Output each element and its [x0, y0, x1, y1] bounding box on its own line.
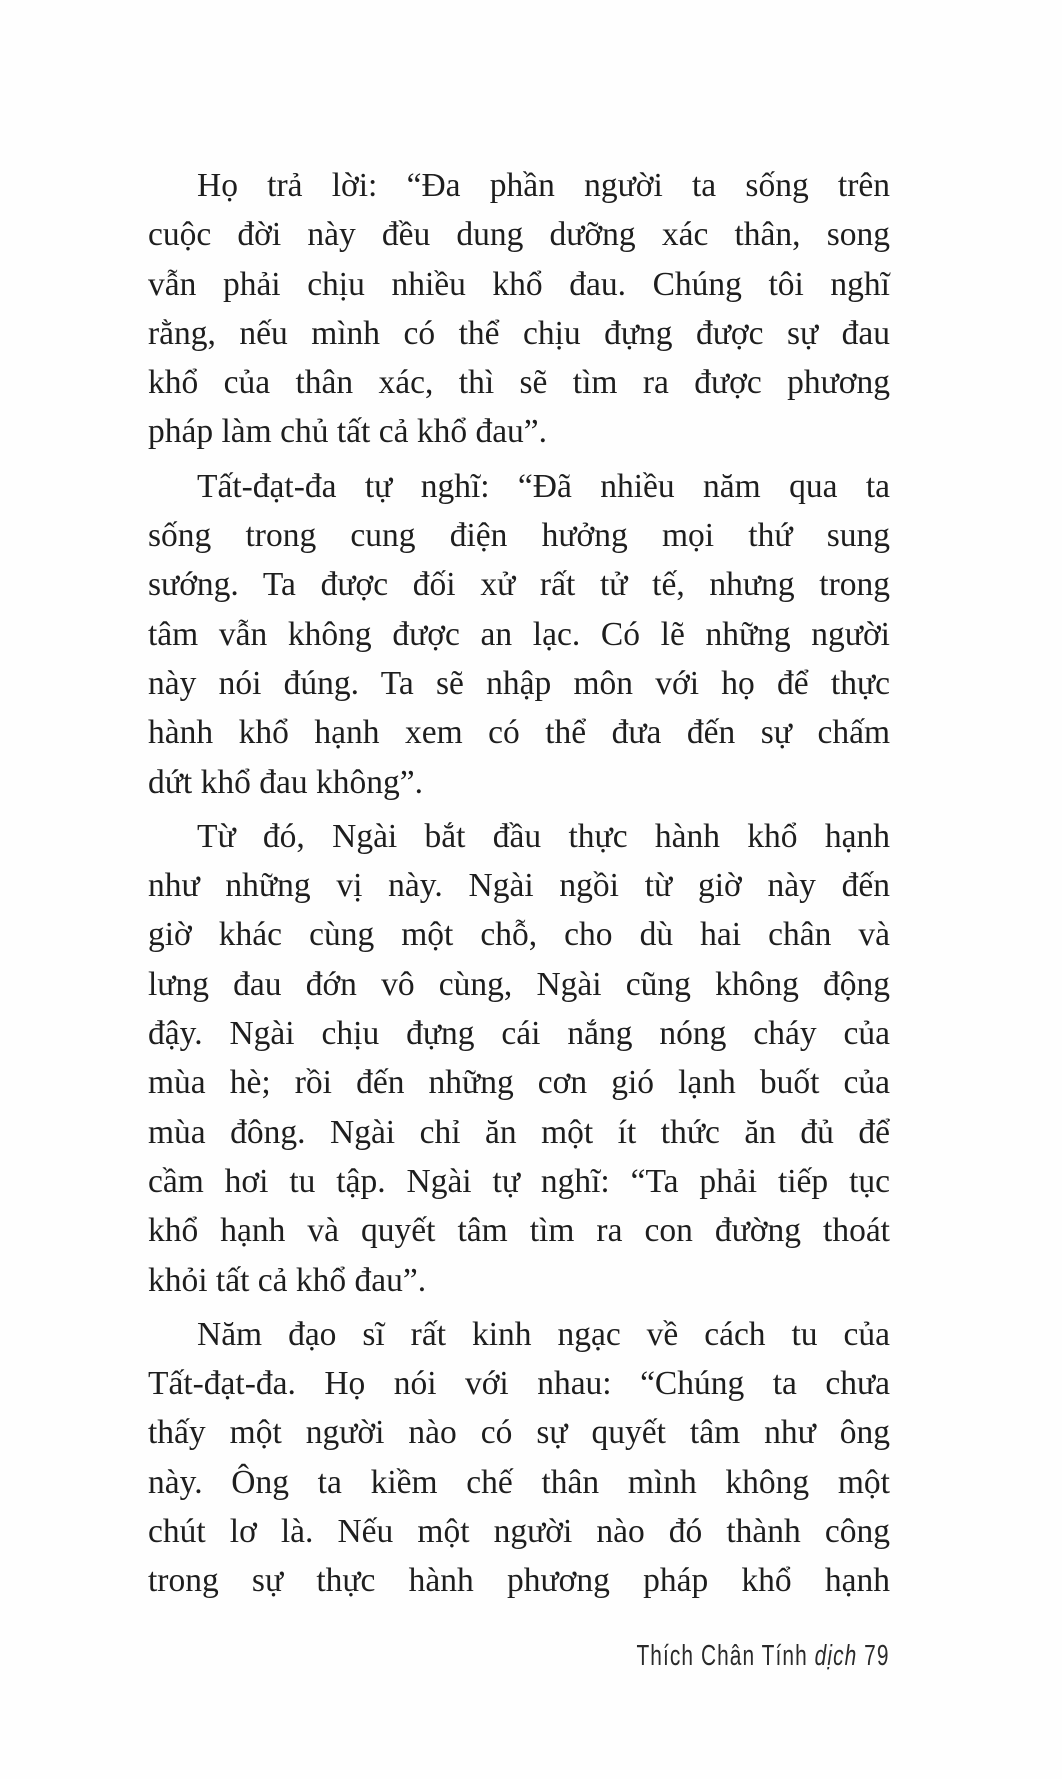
translator-role: dịch — [815, 1640, 858, 1672]
paragraph — [148, 1310, 890, 1606]
text-line: này. Ông ta kiềm chế thân mình không một — [148, 1463, 890, 1501]
text-line: cuộc đời này đều dung dưỡng xác thân, song — [148, 216, 890, 254]
text-line: này nói đúng. Ta sẽ nhập môn với họ để thực — [148, 664, 890, 702]
text-line: sướng. Ta được đối xử rất tử tế, nhưng trong — [148, 566, 890, 604]
text-line: Năm đạo sĩ rất kinh ngạc về cách tu của — [197, 1315, 890, 1353]
text-line: khổ của thân xác, thì sẽ tìm ra được phương — [148, 364, 890, 402]
page-number: 79 — [864, 1640, 890, 1672]
translator-name: Thích Chân Tính — [636, 1640, 809, 1672]
paragraph — [148, 161, 890, 457]
text-line: lưng đau đớn vô cùng, Ngài cũng không động — [148, 965, 890, 1003]
text-line: mùa đông. Ngài chỉ ăn một ít thức ăn đủ để — [148, 1113, 890, 1151]
text-line: dứt khổ đau không”. — [148, 763, 423, 801]
text-line: pháp làm chủ tất cả khổ đau”. — [148, 413, 548, 451]
text-line: vẫn phải chịu nhiều khổ đau. Chúng tôi nghĩ — [148, 265, 890, 303]
text-line: Họ trả lời: “Đa phần người ta sống trên — [197, 167, 890, 204]
text-line: cầm hơi tu tập. Ngài tự nghĩ: “Ta phải tiếp tục — [148, 1162, 890, 1200]
body-text — [148, 161, 890, 1611]
text-line: khổ hạnh và quyết tâm tìm ra con đường thoát — [148, 1212, 890, 1250]
text-line: như những vị này. Ngài ngồi từ giờ này đến — [148, 867, 890, 905]
text-line: đậy. Ngài chịu đựng cái nắng nóng cháy của — [148, 1015, 890, 1053]
page-footer — [637, 1640, 890, 1673]
text-line: Tất-đạt-đa. Họ nói với nhau: “Chúng ta chưa — [148, 1365, 890, 1403]
text-line: khỏi tất cả khổ đau”. — [148, 1261, 427, 1299]
text-line: thấy một người nào có sự quyết tâm như ông — [148, 1414, 890, 1452]
text-line: giờ khác cùng một chỗ, cho dù hai chân và — [148, 916, 890, 954]
text-line: rằng, nếu mình có thể chịu đựng được sự đau — [148, 314, 890, 352]
text-line: mùa hè; rồi đến những cơn gió lạnh buốt của — [148, 1064, 890, 1102]
text-line: Từ đó, Ngài bắt đầu thực hành khổ hạnh — [197, 817, 890, 855]
text-line: hành khổ hạnh xem có thể đưa đến sự chấm — [148, 714, 890, 752]
text-line: tâm vẫn không được an lạc. Có lẽ những người — [148, 615, 890, 653]
paragraph — [148, 812, 890, 1305]
paragraph — [148, 462, 890, 807]
text-line: sống trong cung điện hưởng mọi thứ sung — [148, 517, 890, 555]
text-line: trong sự thực hành phương pháp khổ hạnh — [148, 1562, 890, 1600]
text-line: chút lơ là. Nếu một người nào đó thành công — [148, 1513, 890, 1551]
text-line: Tất-đạt-đa tự nghĩ: “Đã nhiều năm qua ta — [197, 467, 890, 505]
